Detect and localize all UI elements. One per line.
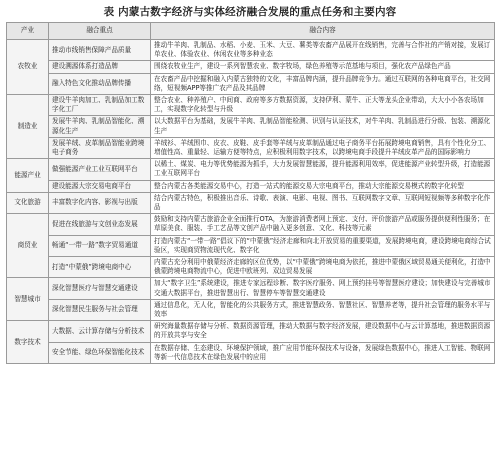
table-row [7,299,495,320]
table-row [7,321,495,342]
content-cell: 结合内蒙古特色，积极推出音乐、诗歌、表演、电影、电视、图书、互联网数字文章、互联网短视频等多种数字化作品 [151,192,495,213]
focus-cell: 建设牛羊肉加工、乳制品加工数字化工厂 [49,95,151,116]
content-cell: 内蒙古充分利用中俄蒙经济走廊的区位优势，以“中蒙俄”跨境电商为依托，推进中蒙俄区域贸易通关便利化，打造中俄蒙跨境电商物流中心，促进中欧班列、双边贸易发展 [151,257,495,278]
table-row [7,180,495,192]
focus-cell: 深化智慧民生服务与社会管理 [49,299,151,320]
industry-cell: 农牧业 [7,40,49,95]
table-row [7,116,495,137]
table-header-row [7,23,495,40]
focus-cell: 建设能源大宗交易电商平台 [49,180,151,192]
header-industry: 产业 [7,23,49,40]
table-row [7,235,495,256]
industry-cell: 数字技术 [7,321,49,364]
content-cell: 整合内蒙古各类能源交易中心，打造一站式的能源交易大宗电商平台，推动大宗能源交易模式的数字化转型 [151,180,495,192]
table-row [7,95,495,116]
focus-cell: 畅通“一带一路”数字贸易通道 [49,235,151,256]
table-row [7,342,495,363]
industry-cell: 制造业 [7,95,49,159]
table-row [7,278,495,299]
table-row [7,192,495,213]
content-cell: 羊绒衫、羊绒围巾、皮衣、皮鞋、皮手套等羊绒与皮革制品通过电子商务平台拓展跨境电商销售，具有个性化分工、增值性高、重量轻、运输方便等特点，应积极利用数字技术，以跨境电商手段提升羊绒皮革产品的国际影响力 [151,137,495,158]
focus-cell: 安全节能、绿色环保智能化技术 [49,342,151,363]
content-cell: 整合农业、种养殖户、中间商、政府等多方数据资源，支持伊利、蒙牛、正大等龙头企业带动，大大小小各农场加工，实现数字化转型与升级 [151,95,495,116]
focus-cell: 丰富数字化内容、影视与出版 [49,192,151,213]
content-cell: 围绕农牧业生产，建设一系列智慧农业、数字牧场，绿色养殖等示范基地与项目，强化农产品绿色产品 [151,61,495,73]
focus-cell: 大数据、云计算存储与分析技术 [49,321,151,342]
table-row [7,137,495,158]
focus-cell: 促进在线旅游与文创业态发展 [49,214,151,235]
focus-cell: 推动市线销售保障产品质量 [49,40,151,61]
header-focus: 融合重点 [49,23,151,40]
focus-cell: 建设溯源体系打造品牌 [49,61,151,73]
header-content: 融合内容 [151,23,495,40]
industry-cell: 商贸业 [7,214,49,278]
focus-cell: 融入特色文化推动品牌传播 [49,73,151,94]
content-cell: 以稀土、煤炭、电力等优势能源为抓手，大力发展智慧能源，提升能源利用效率，促进能源产业转型升级，打造能源工业互联网平台 [151,159,495,180]
content-cell: 通过信息化，无人化，智能化的公共服务方式，推进智慧政务、智慧社区、智慧养老等，提升社会管理的服务水平与效率 [151,299,495,320]
table-row [7,73,495,94]
table-row [7,159,495,180]
industry-cell: 文化旅游 [7,192,49,213]
focus-cell: 发展牛羊肉、乳制品智能化、溯源化生产 [49,116,151,137]
content-cell: 打造内蒙古“一带一路”倡议下的“中蒙俄”经济走廊和向北开放贸易的重要渠道，发展跨境电商，建设跨境电商综合试验区，实现商贸物流现代化、数字化 [151,235,495,256]
focus-cell: 打造“中蒙俄”跨境电商中心 [49,257,151,278]
table-row [7,214,495,235]
content-cell: 在数据存储、生态建设、环境保护领域，推广应用节能环保技术与设备，发展绿色数据中心，推进人工智能、物联网等新一代信息技术在绿色发展中的应用 [151,342,495,363]
content-cell: 在农畜产品中挖掘和融入内蒙古独特的文化，丰富品牌内涵，提升品牌竞争力。通过互联网的各种电商平台，社交网络，短视频APP等推广农产品及其品牌 [151,73,495,94]
content-cell: 鼓励和支持内蒙古旅游企业全面推行OTA，为旅游消费者网上预定、支付、评价旅游产品或服务提供便利性服务；在草原美食、服装、手工艺品等文创产品中融入更多创意、文化、科技等元素 [151,214,495,235]
table-row [7,61,495,73]
table-row [7,40,495,61]
tasks-table [6,22,495,364]
focus-cell: 做强能源产业工业互联网平台 [49,159,151,180]
content-cell: 推动牛羊肉、乳制品、水稻、小麦、玉米、大豆、薯类等农畜产品展开在线销售，完善与合作社的产销对接，发展订单农业、体验农业、休闲农业等多种业态 [151,40,495,61]
content-cell: 加大“数字卫生”系统建设，推进专家远程诊断、数字医疗服务、网上预约挂号等智慧医疗建设；加快建设与完善城市交通大数据平台，推进智慧出行、智慧停车等智慧交通建设 [151,278,495,299]
table-row [7,257,495,278]
focus-cell: 发展羊绒、皮革制品智能业跨境电子商务 [49,137,151,158]
content-cell: 研究海量数据存储与分析、数据资源管理，推动大数据与数字经济发展，建设数据中心与云计算基地，推进数据资源的开放共享与安全 [151,321,495,342]
table-title: 表 内蒙古数字经济与实体经济融合发展的重点任务和主要内容 [103,6,397,18]
content-cell: 以大数据平台为基础，发展牛羊肉、乳制品智能检测、识别与认证技术，对牛羊肉、乳制品进行分级、包装、溯源化生产 [151,116,495,137]
industry-cell: 能源产业 [7,159,49,193]
industry-cell: 智慧城市 [7,278,49,321]
focus-cell: 深化智慧医疗与智慧交通建设 [49,278,151,299]
